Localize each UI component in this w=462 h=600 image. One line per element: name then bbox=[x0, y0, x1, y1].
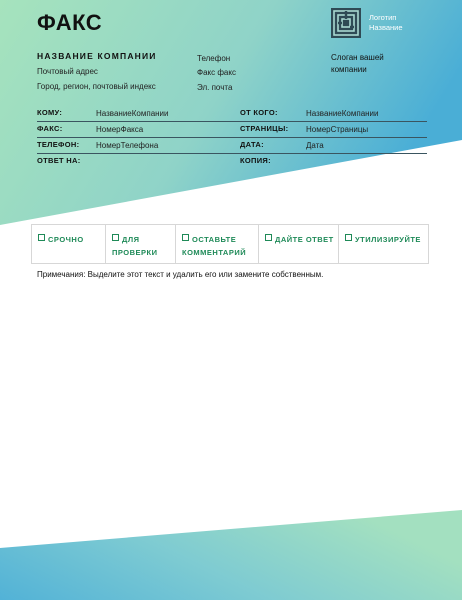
company-email: Эл. почта bbox=[197, 83, 233, 92]
checkbox-icon[interactable] bbox=[182, 234, 189, 241]
option-comment[interactable] bbox=[176, 225, 259, 263]
footer-gradient-band bbox=[0, 510, 462, 600]
company-name: НАЗВАНИЕ КОМПАНИИ bbox=[37, 51, 157, 61]
to-label: КОМУ: bbox=[37, 108, 63, 117]
phone-label: ТЕЛЕФОН: bbox=[37, 140, 80, 149]
field-divider bbox=[37, 153, 427, 154]
option-comment-label: ОСТАВЬТЕ bbox=[192, 235, 237, 244]
logo-label: Логотип bbox=[369, 13, 397, 22]
fax-label: ФАКС: bbox=[37, 124, 63, 133]
checkbox-icon[interactable] bbox=[38, 234, 45, 241]
fax-options-bar bbox=[31, 224, 429, 264]
fax-title: ФАКС bbox=[37, 10, 103, 35]
option-reply-label: ДАЙТЕ ОТВЕТ bbox=[275, 235, 334, 244]
option-comment-label-2: КОММЕНТАРИЙ bbox=[182, 248, 247, 257]
option-reply[interactable] bbox=[259, 225, 339, 263]
option-recycle[interactable] bbox=[339, 225, 426, 263]
reply-to-label: ОТВЕТ НА: bbox=[37, 156, 81, 165]
checkbox-icon[interactable] bbox=[265, 234, 272, 241]
option-review[interactable] bbox=[106, 225, 176, 263]
pages-label: СТРАНИЦЫ: bbox=[240, 124, 289, 133]
from-label: ОТ КОГО: bbox=[240, 108, 278, 117]
company-slogan: Слоган вашей компании bbox=[331, 53, 384, 74]
phone-value[interactable]: НомерТелефона bbox=[96, 141, 159, 150]
field-divider bbox=[37, 121, 427, 122]
option-urgent-label: СРОЧНО bbox=[48, 235, 84, 244]
maze-logo-icon bbox=[331, 8, 361, 38]
from-value[interactable]: НазваниеКомпании bbox=[306, 109, 379, 118]
checkbox-icon[interactable] bbox=[112, 234, 119, 241]
company-address: Почтовый адрес bbox=[37, 67, 98, 76]
date-label: ДАТА: bbox=[240, 140, 264, 149]
logo-name: Название bbox=[369, 23, 403, 32]
logo bbox=[331, 8, 403, 38]
checkbox-icon[interactable] bbox=[345, 234, 352, 241]
fax-value[interactable]: НомерФакса bbox=[96, 125, 144, 134]
copy-label: КОПИЯ: bbox=[240, 156, 271, 165]
company-phone: Телефон bbox=[197, 54, 231, 63]
option-review-label: ДЛЯ bbox=[122, 235, 140, 244]
notes-text[interactable]: Примечания: Выделите этот текст и удалить его или замените собственным. bbox=[37, 270, 324, 279]
pages-value[interactable]: НомерСтраницы bbox=[306, 125, 369, 134]
option-recycle-label: УТИЛИЗИРУЙТЕ bbox=[355, 235, 421, 244]
field-divider bbox=[37, 137, 427, 138]
date-value[interactable]: Дата bbox=[306, 141, 324, 150]
to-value[interactable]: НазваниеКомпании bbox=[96, 109, 169, 118]
option-review-label-2: ПРОВЕРКИ bbox=[112, 248, 158, 257]
company-city-line: Город, регион, почтовый индекс bbox=[37, 82, 156, 91]
option-urgent[interactable] bbox=[32, 225, 106, 263]
company-fax: Факс факс bbox=[197, 68, 236, 77]
